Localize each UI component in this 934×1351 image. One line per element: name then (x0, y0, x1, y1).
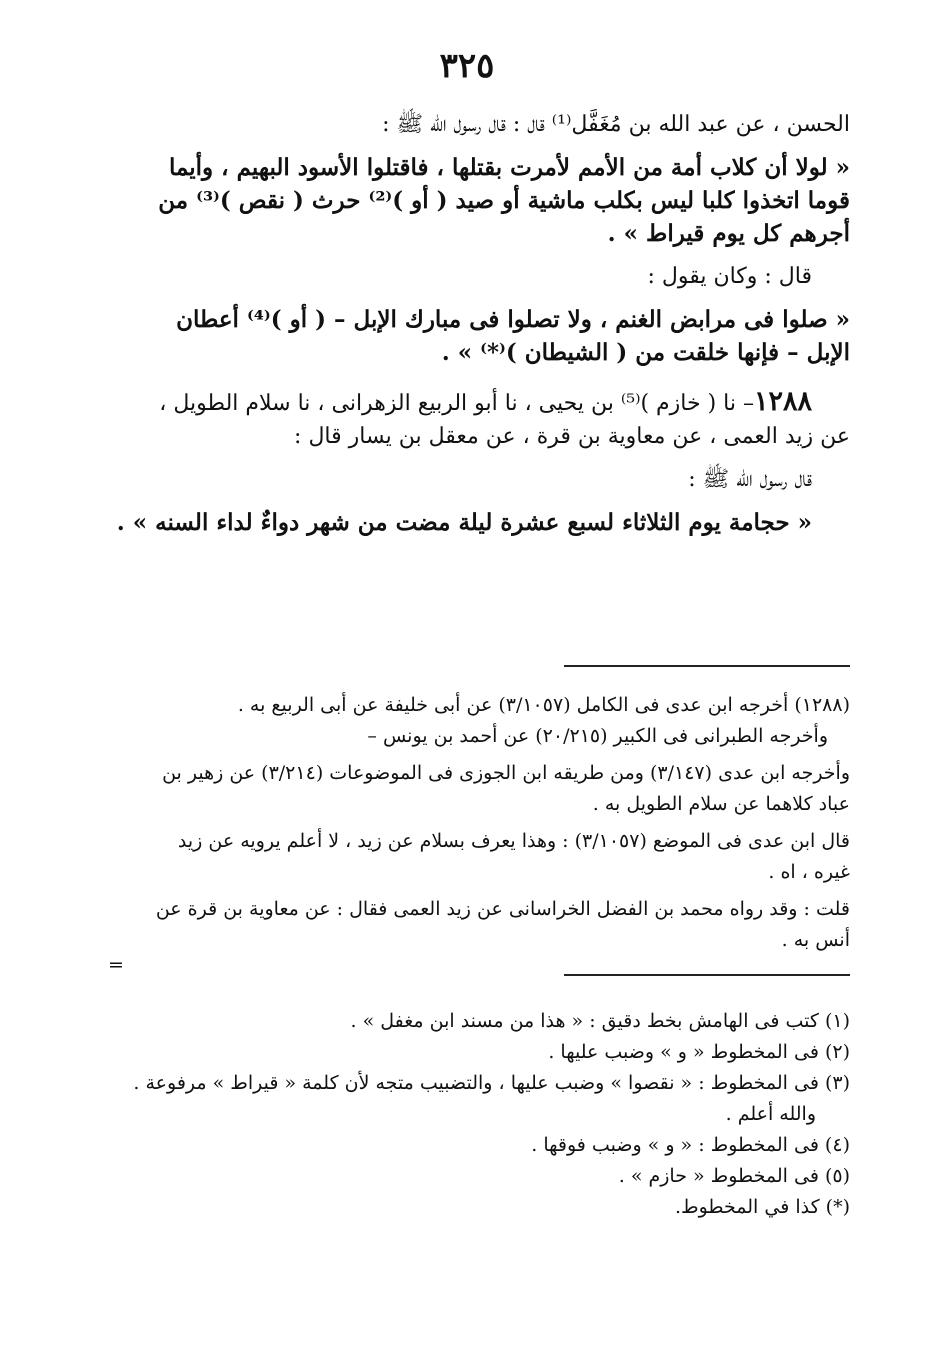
text-line: الحسن ، عن عبد الله بن مُغَفَّل⁽¹⁾ قال : قال رسول الله ﷺ : (382, 112, 850, 137)
footnote-line: (*) كذا في المخطوط. (675, 1196, 850, 1218)
note-line: أنس به . (781, 929, 850, 951)
isnad-text: – نا ( خازم )⁽⁵⁾ بن يحيى ، نا أبو الربيع الزهرانى ، نا سلام الطويل ، (159, 391, 754, 416)
footnotes (108, 1006, 850, 1223)
hadith-number: ١٢٨٨ (753, 386, 812, 417)
text-line: قال رسول الله ﷺ : (688, 467, 812, 492)
page-number: ٣٢٥ (439, 46, 495, 86)
continuation-mark: = (108, 954, 124, 976)
footnote-line: (٤) فى المخطوط : « و » وضبب فوقها . (531, 1134, 850, 1156)
hadith-text-line: أجرهم كل يوم قيراط » . (607, 220, 850, 247)
takhrij-notes (108, 690, 850, 974)
note-line: وأخرجه الطبرانى فى الكبير (٢٠/٢١٥) عن أحمد بن يونس – (367, 725, 828, 747)
hadith-text-line: الإبل – فإنها خلقت من ( الشيطان )⁽*⁾ » . (441, 339, 850, 366)
text-line: قال : وكان يقول : (647, 264, 812, 289)
footnote-line: (٥) فى المخطوط « حازم » . (618, 1165, 850, 1187)
note-line: عباد كلاهما عن سلام الطويل به . (592, 793, 850, 815)
note-line: قال ابن عدى فى الموضع (٣/١٠٥٧) : وهذا يعرف بسلام عن زيد ، لا أعلم يرويه عن زيد (177, 830, 850, 852)
hadith-text-line: قوما اتخذوا كلبا ليس بكلب ماشية أو صيد ( أو )⁽²⁾ حرث ( نقص )⁽³⁾ من (158, 187, 850, 214)
note-line: غيره ، اه . (768, 861, 850, 883)
hadith-text-line: « لولا أن كلاب أمة من الأمم لأمرت بقتلها ، فاقتلوا الأسود البهيم ، وأيما (168, 154, 850, 181)
note-line: وأخرجه ابن عدى (٣/١٤٧) ومن طريقه ابن الجوزى فى الموضوعات (٣/٢١٤) عن زهير بن (162, 762, 850, 784)
footnote-line: (٣) فى المخطوط : « نقصوا » وضبب عليها ، والتضبيب متجه لأن كلمة « قيراط » مرفوعة . (133, 1072, 850, 1094)
main-text (108, 108, 850, 539)
hadith-text-line: « حجامة يوم الثلاثاء لسبع عشرة ليلة مضت من شهر دواءٌ لداء السنه » . (116, 509, 812, 536)
footnote-line: (١) كتب فى الهامش بخط دقيق : « هذا من مسند ابن مغفل » . (350, 1010, 850, 1032)
note-line: (١٢٨٨) أخرجه ابن عدى فى الكامل (٣/١٠٥٧) عن أبى خليفة عن أبى الربيع به . (237, 694, 850, 716)
hadith-text-line: « صلوا فى مرابض الغنم ، ولا تصلوا فى مبارك الإبل – ( أو )⁽⁴⁾ أعطان (176, 306, 850, 333)
separator-line (564, 665, 850, 667)
footnote-line: والله أعلم . (725, 1103, 816, 1125)
note-line: قلت : وقد رواه محمد بن الفضل الخراسانى عن زيد العمى فقال : عن معاوية بن قرة عن (155, 898, 850, 920)
hadith-chain-line (108, 385, 850, 420)
text-line: عن زيد العمى ، عن معاوية بن قرة ، عن معقل بن يسار قال : (294, 424, 850, 449)
separator-line (564, 974, 850, 976)
footnote-line: (٢) فى المخطوط « و » وضبب عليها . (548, 1041, 850, 1063)
